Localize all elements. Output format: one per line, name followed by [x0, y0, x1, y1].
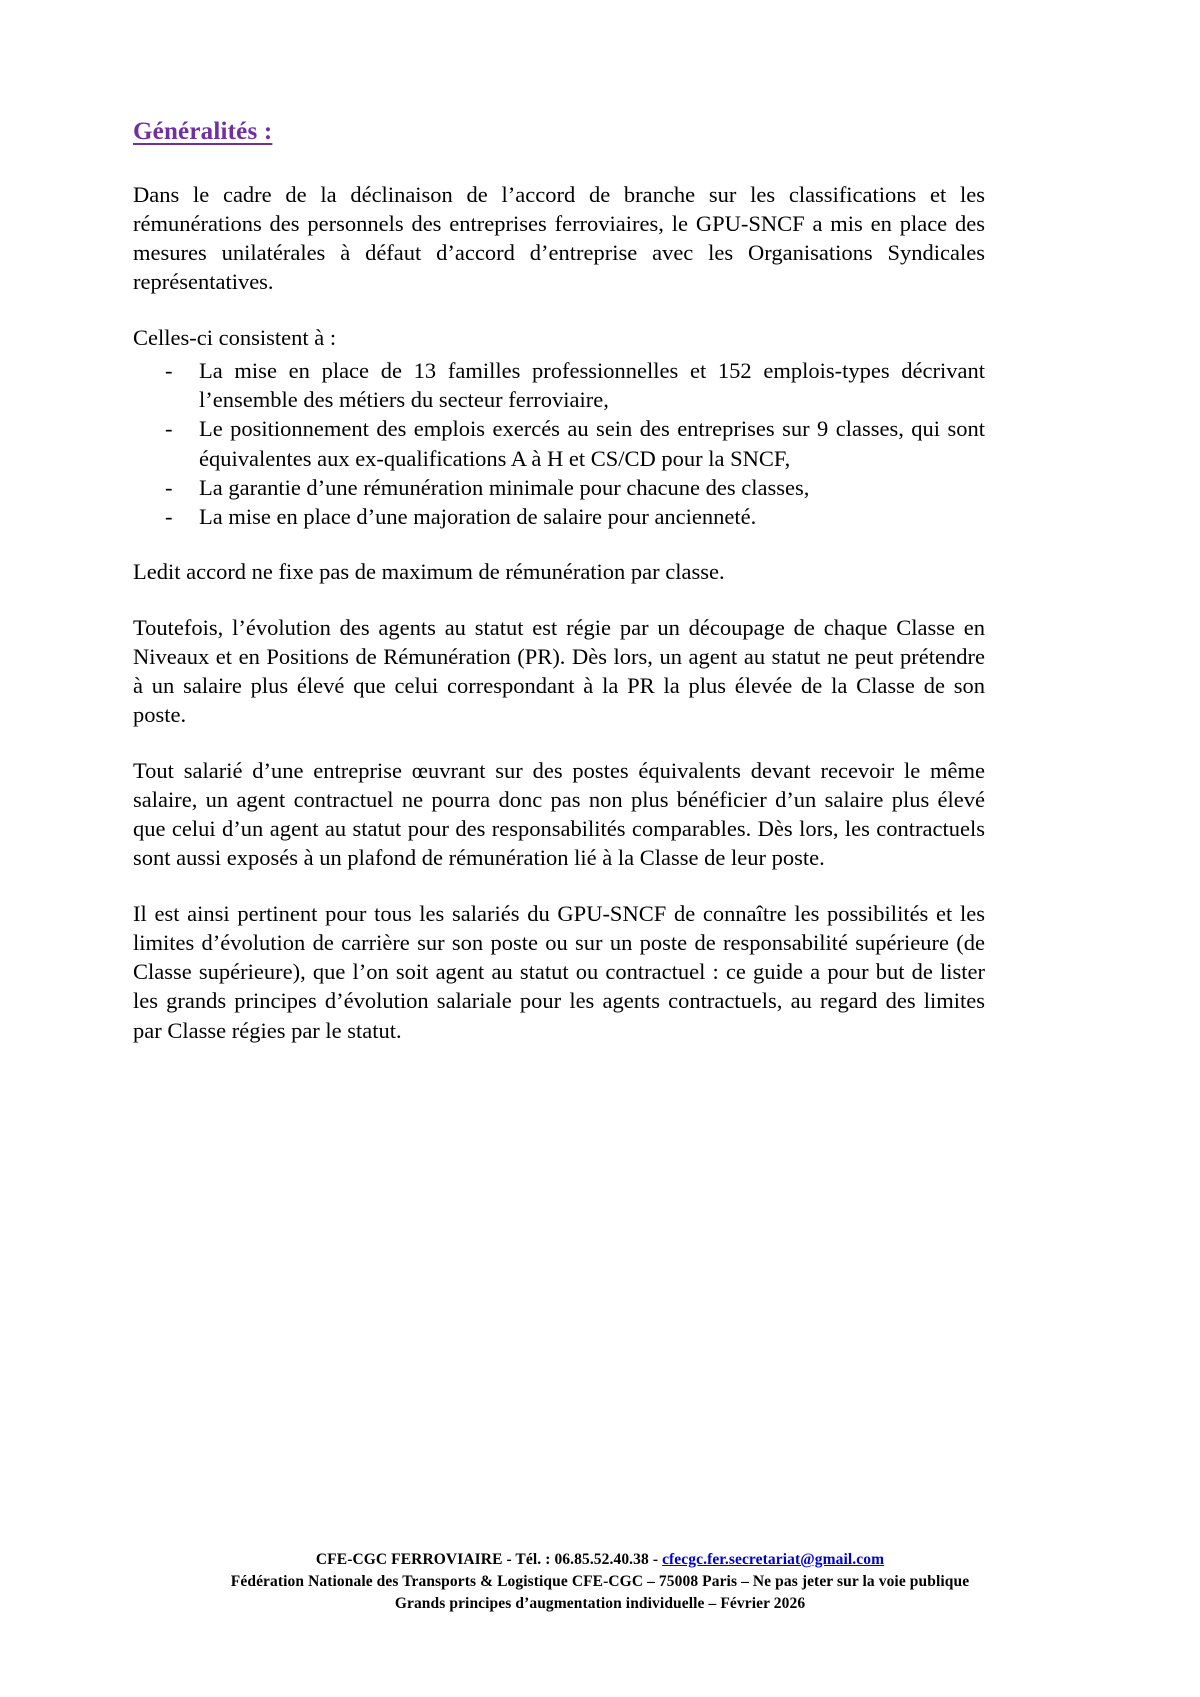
paragraph-list-lead-in: Celles-ci consistent à : [133, 324, 337, 350]
paragraph-tout-salarie: Tout salarié d’une entreprise œuvrant sur des postes équivalents devant recevoir le même salaire, un agent contractuel ne pourra donc pas non plus bénéficier d’un salaire plus élevé que celui d’un agent au statut pour des responsabilités comparables. Dès lors, les contractuels sont aussi exposés à un plafond de rémunération lié à la Classe de leur poste. [133, 757, 985, 871]
page-footer [0, 1549, 1200, 1615]
document-body [133, 118, 985, 1071]
paragraph-after-list: Ledit accord ne fixe pas de maximum de rémunération par classe. [133, 559, 725, 585]
list-item [133, 414, 985, 473]
bullet-dash-icon: - [165, 416, 173, 442]
paragraph-intro: Dans le cadre de la déclinaison de l’accord de branche sur les classifications et les rémunérations des personnels des entreprises ferroviaires, le GPU-SNCF a mis en place des mesures unilatérales à défaut d’accord d’entreprise avec les Organisations Syndicales représentatives. [133, 181, 985, 295]
footer-email-link[interactable]: cfecgc.fer.secretariat@gmail.com [662, 1551, 885, 1568]
bullet-dash-icon: - [165, 474, 173, 500]
footer-line-address: Fédération Nationale des Transports & Logistique CFE-CGC – 75008 Paris – Ne pas jeter sur la voie publique [230, 1573, 970, 1590]
footer-line-doc-ref: Grands principes d’augmentation individuelle – Février 2026 [394, 1595, 806, 1612]
bullet-list [133, 356, 985, 532]
paragraph-conclusion: Il est ainsi pertinent pour tous les salariés du GPU-SNCF de connaître les possibilités et les limites d’évolution de carrière sur son poste ou sur un poste de responsabilité supérieure (de Classe supérieure), que l’on soit agent au statut ou contractuel : ce guide a pour but de lister les grands principes d’évolution salariale pour les agents contractuels, au regard des limites par Classe régies par le statut. [133, 900, 985, 1043]
list-item-text: La mise en place d’une majoration de salaire pour ancienneté. [199, 504, 757, 529]
list-item-text: Le positionnement des emplois exercés au sein des entreprises sur 9 classes, qui sont équivalentes aux ex-qualifications A à H et CS/CD pour la SNCF, [199, 416, 985, 471]
list-item [133, 502, 985, 531]
list-item [133, 356, 985, 415]
list-item-text: La mise en place de 13 familles professionnelles et 152 emplois-types décrivant l’ensemble des métiers du secteur ferroviaire, [199, 357, 985, 412]
list-item-text: La garantie d’une rémunération minimale pour chacune des classes, [199, 474, 810, 500]
list-item [133, 473, 985, 502]
paragraph-toutefois: Toutefois, l’évolution des agents au statut est régie par un découpage de chaque Classe en Niveaux et en Positions de Rémunération (PR). Dès lors, un agent au statut ne peut prétendre à un salaire plus élevé que celui correspondant à la PR la plus élevée de la Classe de son poste. [133, 614, 985, 728]
bullet-dash-icon: - [165, 504, 173, 529]
bullet-dash-icon: - [165, 357, 173, 383]
footer-line-contact [0, 1549, 1200, 1571]
footer-org-phone: CFE-CGC FERROVIAIRE - Tél. : 06.85.52.40.38 - [315, 1551, 663, 1568]
page-title: Généralités : [133, 118, 273, 145]
